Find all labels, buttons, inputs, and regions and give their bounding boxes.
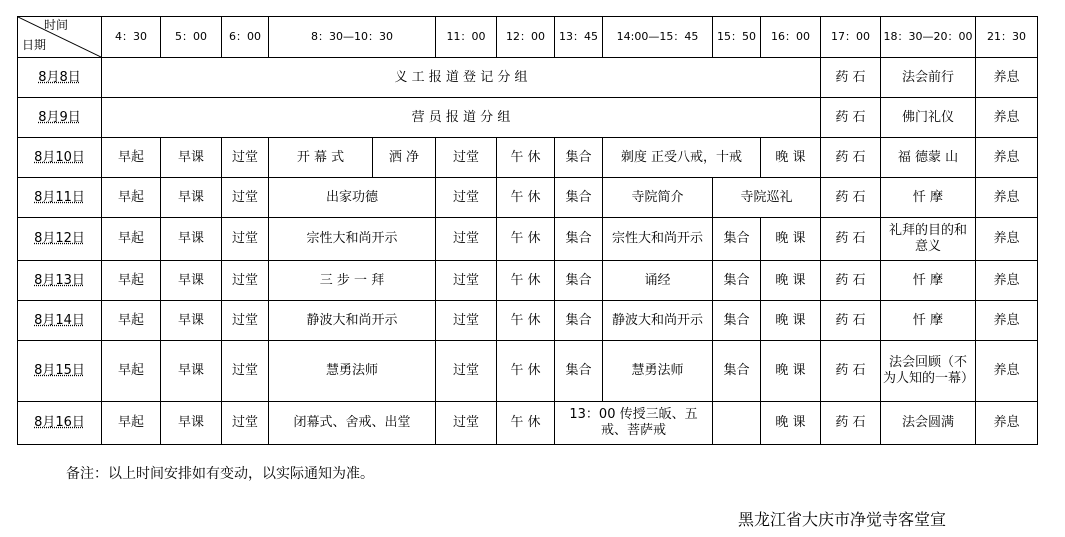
schedule-row [18,58,1038,98]
time-header: 6：00 [222,17,269,58]
activity-cell: 慧勇法师 [603,341,713,402]
empty-cell [713,402,761,445]
activity-cell: 药 石 [821,178,881,218]
activity-cell: 忏 摩 [881,301,976,341]
activity-cell: 晚 课 [761,261,821,301]
activity-cell: 药 石 [821,138,881,178]
activity-cell: 早起 [102,138,161,178]
activity-cell: 早课 [161,138,222,178]
activity-cell: 午 休 [497,402,555,445]
activity-cell: 过堂 [436,138,497,178]
activity-cell: 午 休 [497,301,555,341]
activity-cell: 晚 课 [761,402,821,445]
activity-cell: 过堂 [222,178,269,218]
time-header: 4：30 [102,17,161,58]
schedule-row [18,402,1038,445]
activity-cell: 午 休 [497,138,555,178]
header-row [18,17,1038,58]
activity-cell: 集合 [555,218,603,261]
date-cell: 8月15日 [18,341,102,402]
date-cell: 8月16日 [18,402,102,445]
activity-cell: 过堂 [436,341,497,402]
activity-cell: 过堂 [436,178,497,218]
activity-cell: 早课 [161,218,222,261]
time-header: 15：50 [713,17,761,58]
activity-cell: 法会前行 [881,58,976,98]
activity-cell: 福 德蒙 山 [881,138,976,178]
activity-cell: 养息 [976,98,1038,138]
time-header: 8：30—10：30 [269,17,436,58]
activity-cell: 三 步 一 拜 [269,261,436,301]
schedule-table [17,16,1038,445]
activity-cell: 早课 [161,261,222,301]
spanning-activity-cell: 营 员 报 道 分 组 [102,98,821,138]
activity-cell: 药 石 [821,402,881,445]
schedule-row [18,261,1038,301]
activity-cell: 早起 [102,261,161,301]
activity-cell: 早课 [161,402,222,445]
activity-cell: 静波大和尚开示 [269,301,436,341]
activity-cell: 过堂 [436,218,497,261]
schedule-row [18,138,1038,178]
footer-signature: 黑龙江省大庆市净觉寺客堂宣 [738,510,947,529]
activity-cell: 午 休 [497,218,555,261]
activity-cell: 午 休 [497,261,555,301]
activity-cell: 忏 摩 [881,261,976,301]
activity-cell: 药 石 [821,218,881,261]
activity-cell: 养息 [976,138,1038,178]
activity-cell: 药 石 [821,341,881,402]
activity-cell: 过堂 [222,402,269,445]
activity-cell: 集合 [713,218,761,261]
activity-cell: 过堂 [222,341,269,402]
activity-cell: 午 休 [497,341,555,402]
schedule-row [18,341,1038,402]
activity-cell: 集合 [555,301,603,341]
activity-cell: 剃度 正受八戒，十戒 [603,138,761,178]
activity-cell: 集合 [555,178,603,218]
date-cell: 8月12日 [18,218,102,261]
schedule-row [18,178,1038,218]
time-header: 11：00 [436,17,497,58]
activity-cell: 过堂 [222,138,269,178]
activity-cell: 集合 [555,341,603,402]
activity-cell: 养息 [976,58,1038,98]
schedule-row [18,98,1038,138]
time-header: 18：30—20：00 [881,17,976,58]
activity-cell: 早课 [161,341,222,402]
time-header: 14:00—15：45 [603,17,713,58]
activity-cell: 过堂 [222,261,269,301]
time-header: 12：00 [497,17,555,58]
activity-cell: 开 幕 式 [269,138,373,178]
activity-cell: 过堂 [436,301,497,341]
activity-cell: 诵经 [603,261,713,301]
activity-cell: 13：00 传授三皈、五戒、菩萨戒 [555,402,713,445]
activity-cell: 过堂 [436,402,497,445]
activity-cell: 早课 [161,178,222,218]
activity-cell: 早起 [102,341,161,402]
activity-cell: 法会圆满 [881,402,976,445]
activity-cell: 药 石 [821,261,881,301]
activity-cell: 养息 [976,218,1038,261]
activity-cell: 礼拜的目的和意义 [881,218,976,261]
time-header: 16：00 [761,17,821,58]
spanning-activity-cell: 义 工 报 道 登 记 分 组 [102,58,821,98]
activity-cell: 养息 [976,402,1038,445]
activity-cell: 法会回顾（不为人知的一幕） [881,341,976,402]
activity-cell: 药 石 [821,58,881,98]
activity-cell: 午 休 [497,178,555,218]
activity-cell: 集合 [713,341,761,402]
activity-cell: 养息 [976,341,1038,402]
activity-cell: 药 石 [821,301,881,341]
activity-cell: 慧勇法师 [269,341,436,402]
activity-cell: 早起 [102,178,161,218]
activity-cell: 晚 课 [761,218,821,261]
activity-cell: 养息 [976,178,1038,218]
schedule-row [18,218,1038,261]
time-header: 21：30 [976,17,1038,58]
activity-cell: 宗性大和尚开示 [269,218,436,261]
activity-cell: 过堂 [222,218,269,261]
activity-cell: 过堂 [222,301,269,341]
activity-cell: 寺院简介 [603,178,713,218]
activity-cell: 养息 [976,261,1038,301]
activity-cell: 早起 [102,301,161,341]
activity-cell: 药 石 [821,98,881,138]
schedule-row [18,301,1038,341]
date-cell: 8月9日 [18,98,102,138]
activity-cell: 闭幕式、舍戒、出堂 [269,402,436,445]
date-cell: 8月14日 [18,301,102,341]
activity-cell: 晚 课 [761,138,821,178]
header-corner-cell [18,17,102,58]
date-cell: 8月11日 [18,178,102,218]
corner-time-label: 时间 [44,18,69,32]
activity-cell: 宗性大和尚开示 [603,218,713,261]
activity-cell: 洒 净 [373,138,436,178]
activity-cell: 寺院巡礼 [713,178,821,218]
activity-cell: 出家功德 [269,178,436,218]
activity-cell: 集合 [713,261,761,301]
footer-note: 备注：以上时间安排如有变动，以实际通知为准。 [66,466,374,482]
time-header: 13：45 [555,17,603,58]
activity-cell: 晚 课 [761,301,821,341]
activity-cell: 佛门礼仪 [881,98,976,138]
time-header: 17：00 [821,17,881,58]
activity-cell: 早起 [102,218,161,261]
activity-cell: 集合 [555,138,603,178]
corner-date-label: 日期 [22,38,47,52]
date-cell: 8月10日 [18,138,102,178]
activity-cell: 集合 [555,261,603,301]
activity-cell: 忏 摩 [881,178,976,218]
activity-cell: 静波大和尚开示 [603,301,713,341]
activity-cell: 过堂 [436,261,497,301]
activity-cell: 早起 [102,402,161,445]
activity-cell: 养息 [976,301,1038,341]
activity-cell: 集合 [713,301,761,341]
date-cell: 8月13日 [18,261,102,301]
activity-cell: 早课 [161,301,222,341]
activity-cell: 晚 课 [761,341,821,402]
date-cell: 8月8日 [18,58,102,98]
time-header: 5：00 [161,17,222,58]
